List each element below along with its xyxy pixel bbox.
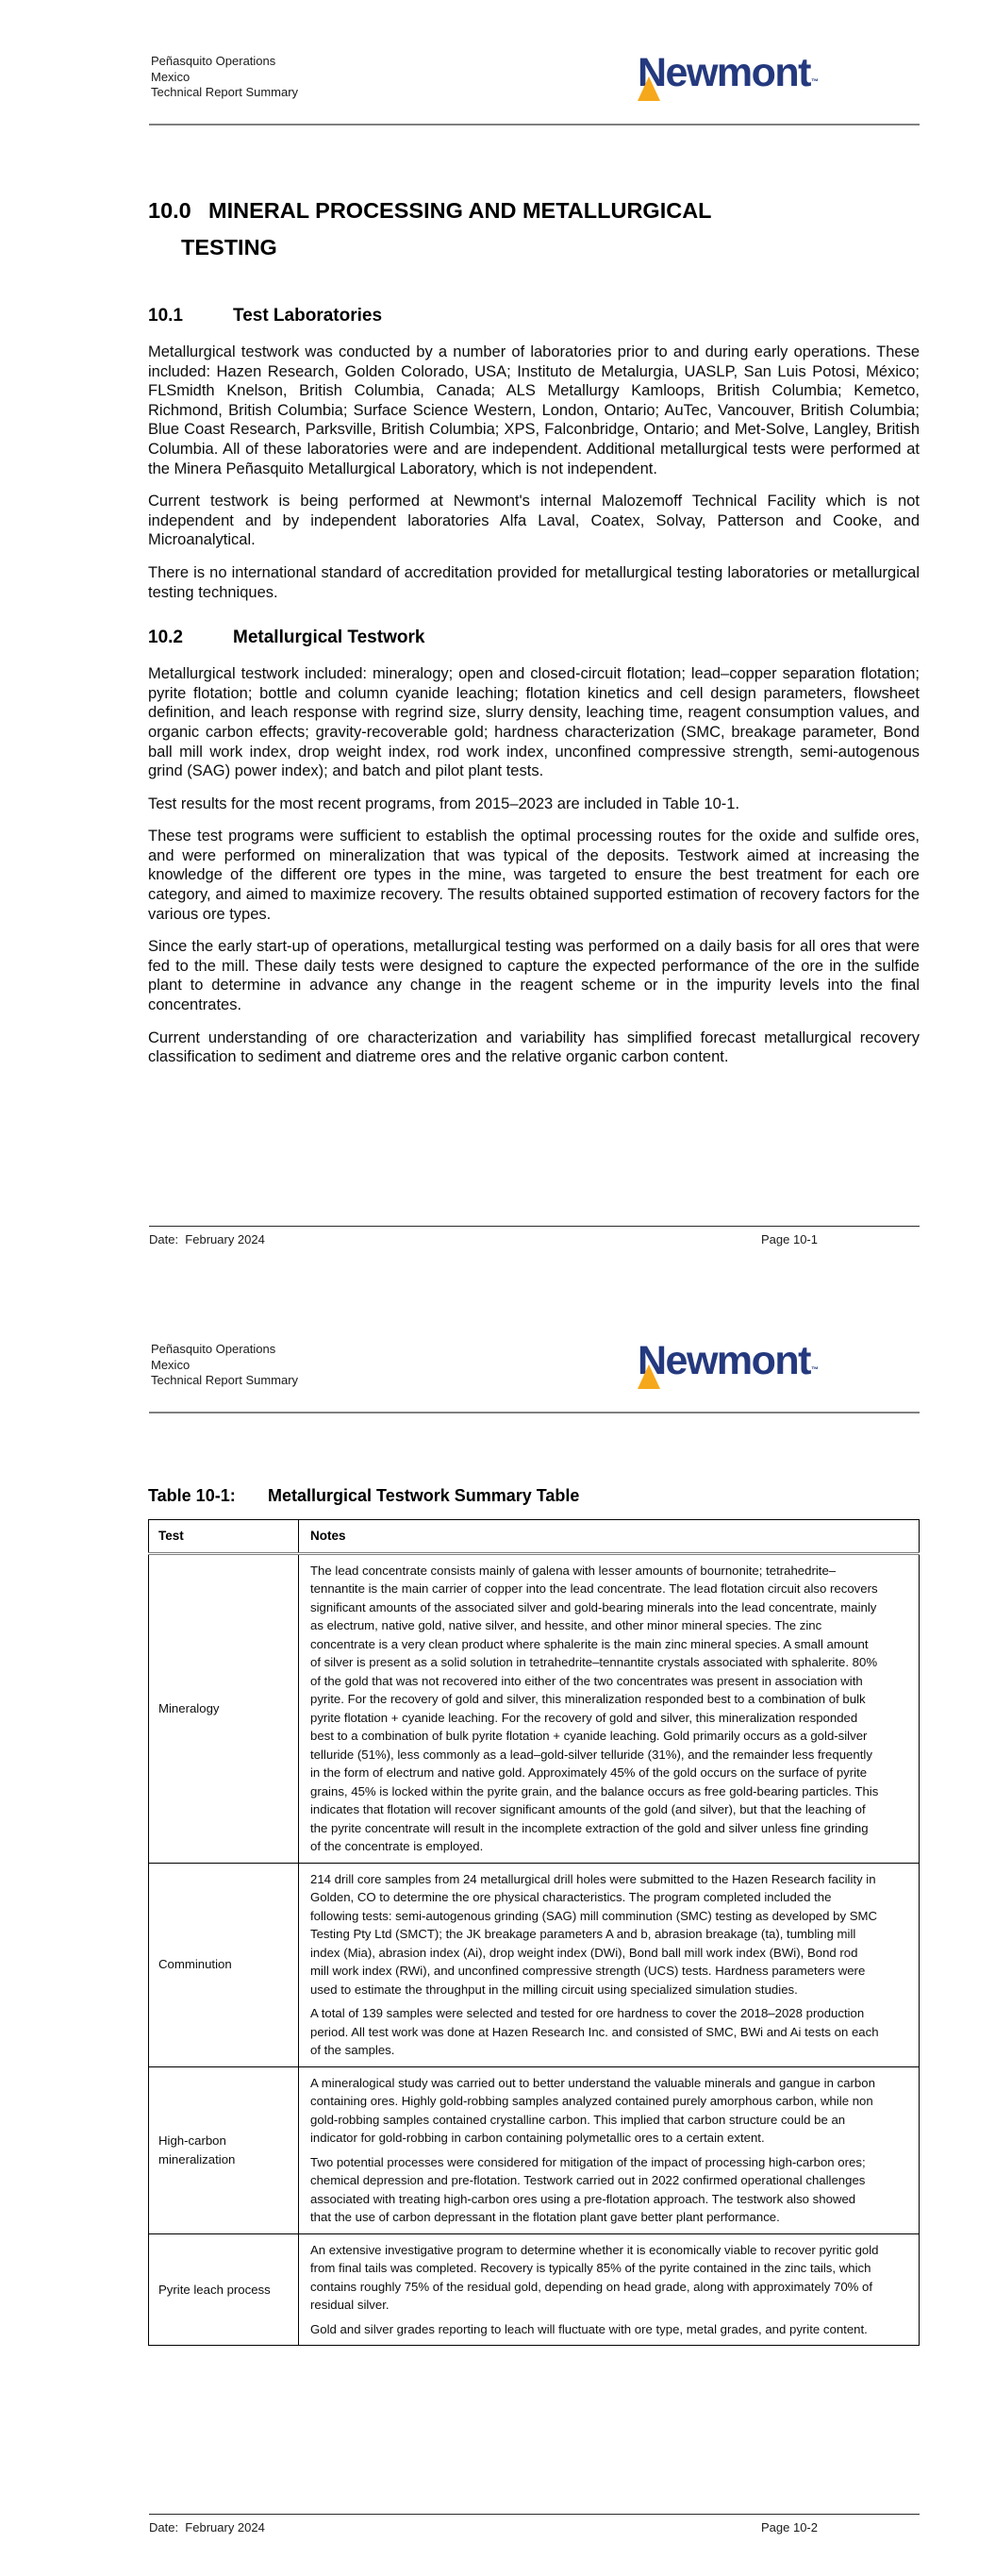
page-2 (0, 1288, 995, 2576)
table-row-high-carbon (149, 2066, 920, 2233)
newmont-logo-wordmark: Newmont ™ (638, 1331, 818, 1399)
note-paragraph: Gold and silver grades reporting to leach will fluctuate with ore type, metal grades, and pyrite content. (310, 2321, 868, 2336)
paragraph: Metallurgical testwork was conducted by a number of laboratories prior to and during early operations. These included: Hazen Research, Golden Colorado, USA; Instituto de Metalurgia, UASLP, San Luis Potosi, México; FLSmidth Knelson, British Columbia, Canada; ALS Metallurgy Kamloops, British Columbia; Kemetco, Richmond, British Columbia; Surface Science Western, London, Ontario; AuTec, Vancouver, British Columbia; Blue Coast Research, Parksville, British Columbia; XPS, Falconbridge, Ontario; and Met-Solve, Langley, British Columbia. All of these laboratories were and are independent. Additional metallurgical tests were performed at the Minera Peñasquito Metallurgical Laboratory, which is not independent. (148, 343, 920, 477)
header-rule (149, 1412, 920, 1413)
header-info (151, 1342, 298, 1389)
page-footer (149, 2514, 920, 2534)
column-header-notes: Notes (299, 1520, 920, 1554)
paragraph: There is no international standard of accreditation provided for metallurgical testing laboratories or metallurgical testing techniques. (148, 563, 920, 601)
header-info-line: Technical Report Summary (151, 85, 299, 99)
logo-trademark: ™ (811, 1365, 818, 1374)
paragraph: These test programs were sufficient to establish the optimal processing routes for the oxide and sulfide ores, and were performed on mineralization that was typical of the deposits. Testwork aimed at increasing the knowledge of the different ore types in the mine, was targeted to ensure the best treatment for each ore category, and aimed to maximize recovery. The results obtained supported estimation of recovery factors for the various ore types. (148, 828, 920, 923)
header-info-line: Technical Report Summary (151, 1373, 299, 1387)
page-2-content (148, 1486, 920, 2346)
note-paragraph: An extensive investigative program to determine whether it is economically viable to recover pyritic gold from final tails was completed. Recovery is typically 85% of the pyrite contained in the zinc tails, which contains roughly 75% of the residual gold, depending on head grade, along with approximately 70% of residual silver. (310, 2242, 879, 2312)
column-header-test: Test (149, 1520, 299, 1554)
notes-cell (299, 1553, 920, 1863)
section-title-text: Metallurgical Testwork (233, 627, 425, 648)
paragraph: Current testwork is being performed at Newmont's internal Malozemoff Technical Facility which is not independent and by independent laboratories Alfa Laval, Coatex, Solvay, Patterson and Cooke, and Microanalytical. (148, 493, 920, 549)
note-paragraph: 214 drill core samples from 24 metallurgical drill holes were submitted to the Hazen Research facility in Golden, CO to determine the ore physical characteristics. The program completed included the following tests: semi-autogenous grinding (SAG) mill comminution (SMC) testing as developed by SMC Testing Pty Ltd (SMCT); the JK breakage parameters A and b, abrasion breakage (ta), tumbling mill index (Mia), abrasion index (Ai), drop weight index (DWi), Bond ball mill work index (BWi), Bond rod mill work index (RWi), and unconfined compressive strength (UCS) tests. Hardness parameters were used to estimate the throughput in the milling circuit using specialized simulation studies. (310, 1871, 878, 1997)
newmont-logo-wordmark: Newmont ™ (638, 43, 818, 111)
test-cell: Mineralogy (149, 1553, 299, 1863)
table-row-mineralogy (149, 1553, 920, 1863)
header-info-line: Mexico (151, 1357, 191, 1372)
paragraph: Test results for the most recent programs, from 2015–2023 are included in Table 10-1. (148, 795, 740, 812)
logo-trademark: ™ (811, 77, 818, 86)
test-cell: Comminution (149, 1863, 299, 2066)
note-paragraph: A mineralogical study was carried out to better understand the valuable minerals and gangue in carbon containing ores. Highly gold-robbing samples analyzed contained purely amorphous carbon, while non gold-robbing samples contained crystalline carbon. This implied that carbon structure could be an indicator for gold-robbing in carbon containing polymetallic ores to a certain extent. (310, 2075, 875, 2145)
test-cell: Pyrite leach process (149, 2233, 299, 2346)
header-rule (149, 124, 920, 125)
newmont-logo (638, 43, 818, 104)
table-caption-label: Table 10-1: (148, 1486, 236, 1505)
logo-triangle-icon (638, 1364, 660, 1389)
section-10-1-heading (148, 306, 920, 326)
note-paragraph: Two potential processes were considered for mitigation of the impact of processing high-carbon ores; chemical depression and pre-flotation. Testwork carried out in 2022 confirmed operational challenges associated with treating high-carbon ores using a pre-flotation approach. The testwork also showed that the use of carbon depressant in the flotation plant gave better plant performance. (310, 2154, 866, 2224)
test-cell: High-carbon mineralization (149, 2066, 299, 2233)
section-10-0-title (148, 192, 920, 266)
header-info-line: Mexico (151, 69, 191, 84)
section-number: 10.2 (148, 627, 183, 648)
header-info (151, 54, 298, 101)
table-caption-title: Metallurgical Testwork Summary Table (268, 1486, 580, 1505)
footer-date: Date: February 2024 (149, 1232, 265, 1246)
page-1-content (148, 192, 920, 1080)
footer-date: Date: February 2024 (149, 2520, 265, 2534)
header-info-line: Peñasquito Operations (151, 1342, 276, 1356)
table-caption (148, 1486, 920, 1506)
section-title-text: MINERAL PROCESSING AND METALLURGICAL (208, 198, 712, 223)
footer-page-number: Page 10-2 (761, 2520, 818, 2534)
note-paragraph: A total of 139 samples were selected and tested for ore hardness to cover the 2018–2028 production period. All test work was done at Hazen Research Inc. and consisted of SMC, BWi and Ai tests on each of the samples. (310, 2006, 879, 2057)
table-row-pyrite-leach (149, 2233, 920, 2346)
notes-cell (299, 2233, 920, 2346)
paragraph: Since the early start-up of operations, metallurgical testing was performed on a daily basis for all ores that were fed to the mill. These daily tests were designed to capture the expected performance of the ore in the sulfide plant to determine in advance any change in the reagent scheme or in the impurity levels into the final concentrates. (148, 938, 920, 1014)
section-title-text: TESTING (181, 235, 277, 259)
header-info-line: Peñasquito Operations (151, 54, 276, 68)
metallurgical-testwork-table (148, 1519, 920, 2346)
table-row-comminution (149, 1863, 920, 2066)
note-paragraph: The lead concentrate consists mainly of galena with lesser amounts of bournonite; tetrahedrite–tennantite is the main carrier of copper into the lead concentrate. The lead flotation circuit also recovers significant amounts of the associated silver and gold-bearing minerals into the lead concentrate, mainly as electrum, native gold, native silver, and hessite, and other minor mineral species. The zinc concentrate is a very clean product where sphalerite is the main zinc mineral species. A small amount of silver is present as a solid solution in tetrahedrite–tennantite crystals associated with sphalerite. 80% of the gold that was not recovered into either of the two concentrates was present in association with pyrite. For the recovery of gold and silver, this mineralization responded best to a combination of bulk pyrite flotation + cyanide leaching. For the recovery of gold and silver, this mineralization responded best to a combination of bulk pyrite flotation + cyanide leaching. Gold primarily occurs as a gold-silver telluride (51%), less commonly as a lead–gold-silver telluride (31%), and the remainder less frequently in the form of electrum and native gold. Approximately 45% of the gold occurs on the surface of pyrite grains, 45% is locked within the pyrite grain, and the balance occurs as free gold-bearing particles. This indicates that flotation will recover significant amounts of the gold (and silver), but that the leaching of the pyrite concentrate will result in the incomplete extraction of the gold and silver unless fine grinding of the concentrate is employed. (310, 1563, 879, 1853)
page-footer (149, 1226, 920, 1246)
notes-cell (299, 1863, 920, 2066)
notes-cell (299, 2066, 920, 2233)
newmont-logo (638, 1331, 818, 1392)
table-header-row (149, 1520, 920, 1554)
footer-page-number: Page 10-1 (761, 1232, 818, 1246)
logo-triangle-icon (638, 76, 660, 101)
section-title-text: Test Laboratories (233, 306, 383, 326)
section-number: 10.1 (148, 306, 183, 326)
paragraph: Metallurgical testwork included: mineralogy; open and closed-circuit flotation; lead–copper separation flotation; pyrite flotation; bottle and column cyanide leaching; flotation kinetics and cell design parameters, flowsheet definition, and leach response with regrind size, slurry density, leaching time, reagent consumption values, and organic carbon effects; gravity-recoverable gold; hardness characterization (SMC, breakage parameter, Bond ball mill work index, drop weight index, rod work index, unconfined compressive strength, semi-autogenous grind (SAG) power index); and batch and pilot plant tests. (148, 665, 920, 780)
section-number: 10.0 (148, 198, 191, 223)
paragraph: Current understanding of ore characterization and variability has simplified forecast metallurgical recovery classification to sediment and diatreme ores and the relative organic carbon content. (148, 1029, 920, 1066)
section-10-2-heading (148, 627, 920, 648)
